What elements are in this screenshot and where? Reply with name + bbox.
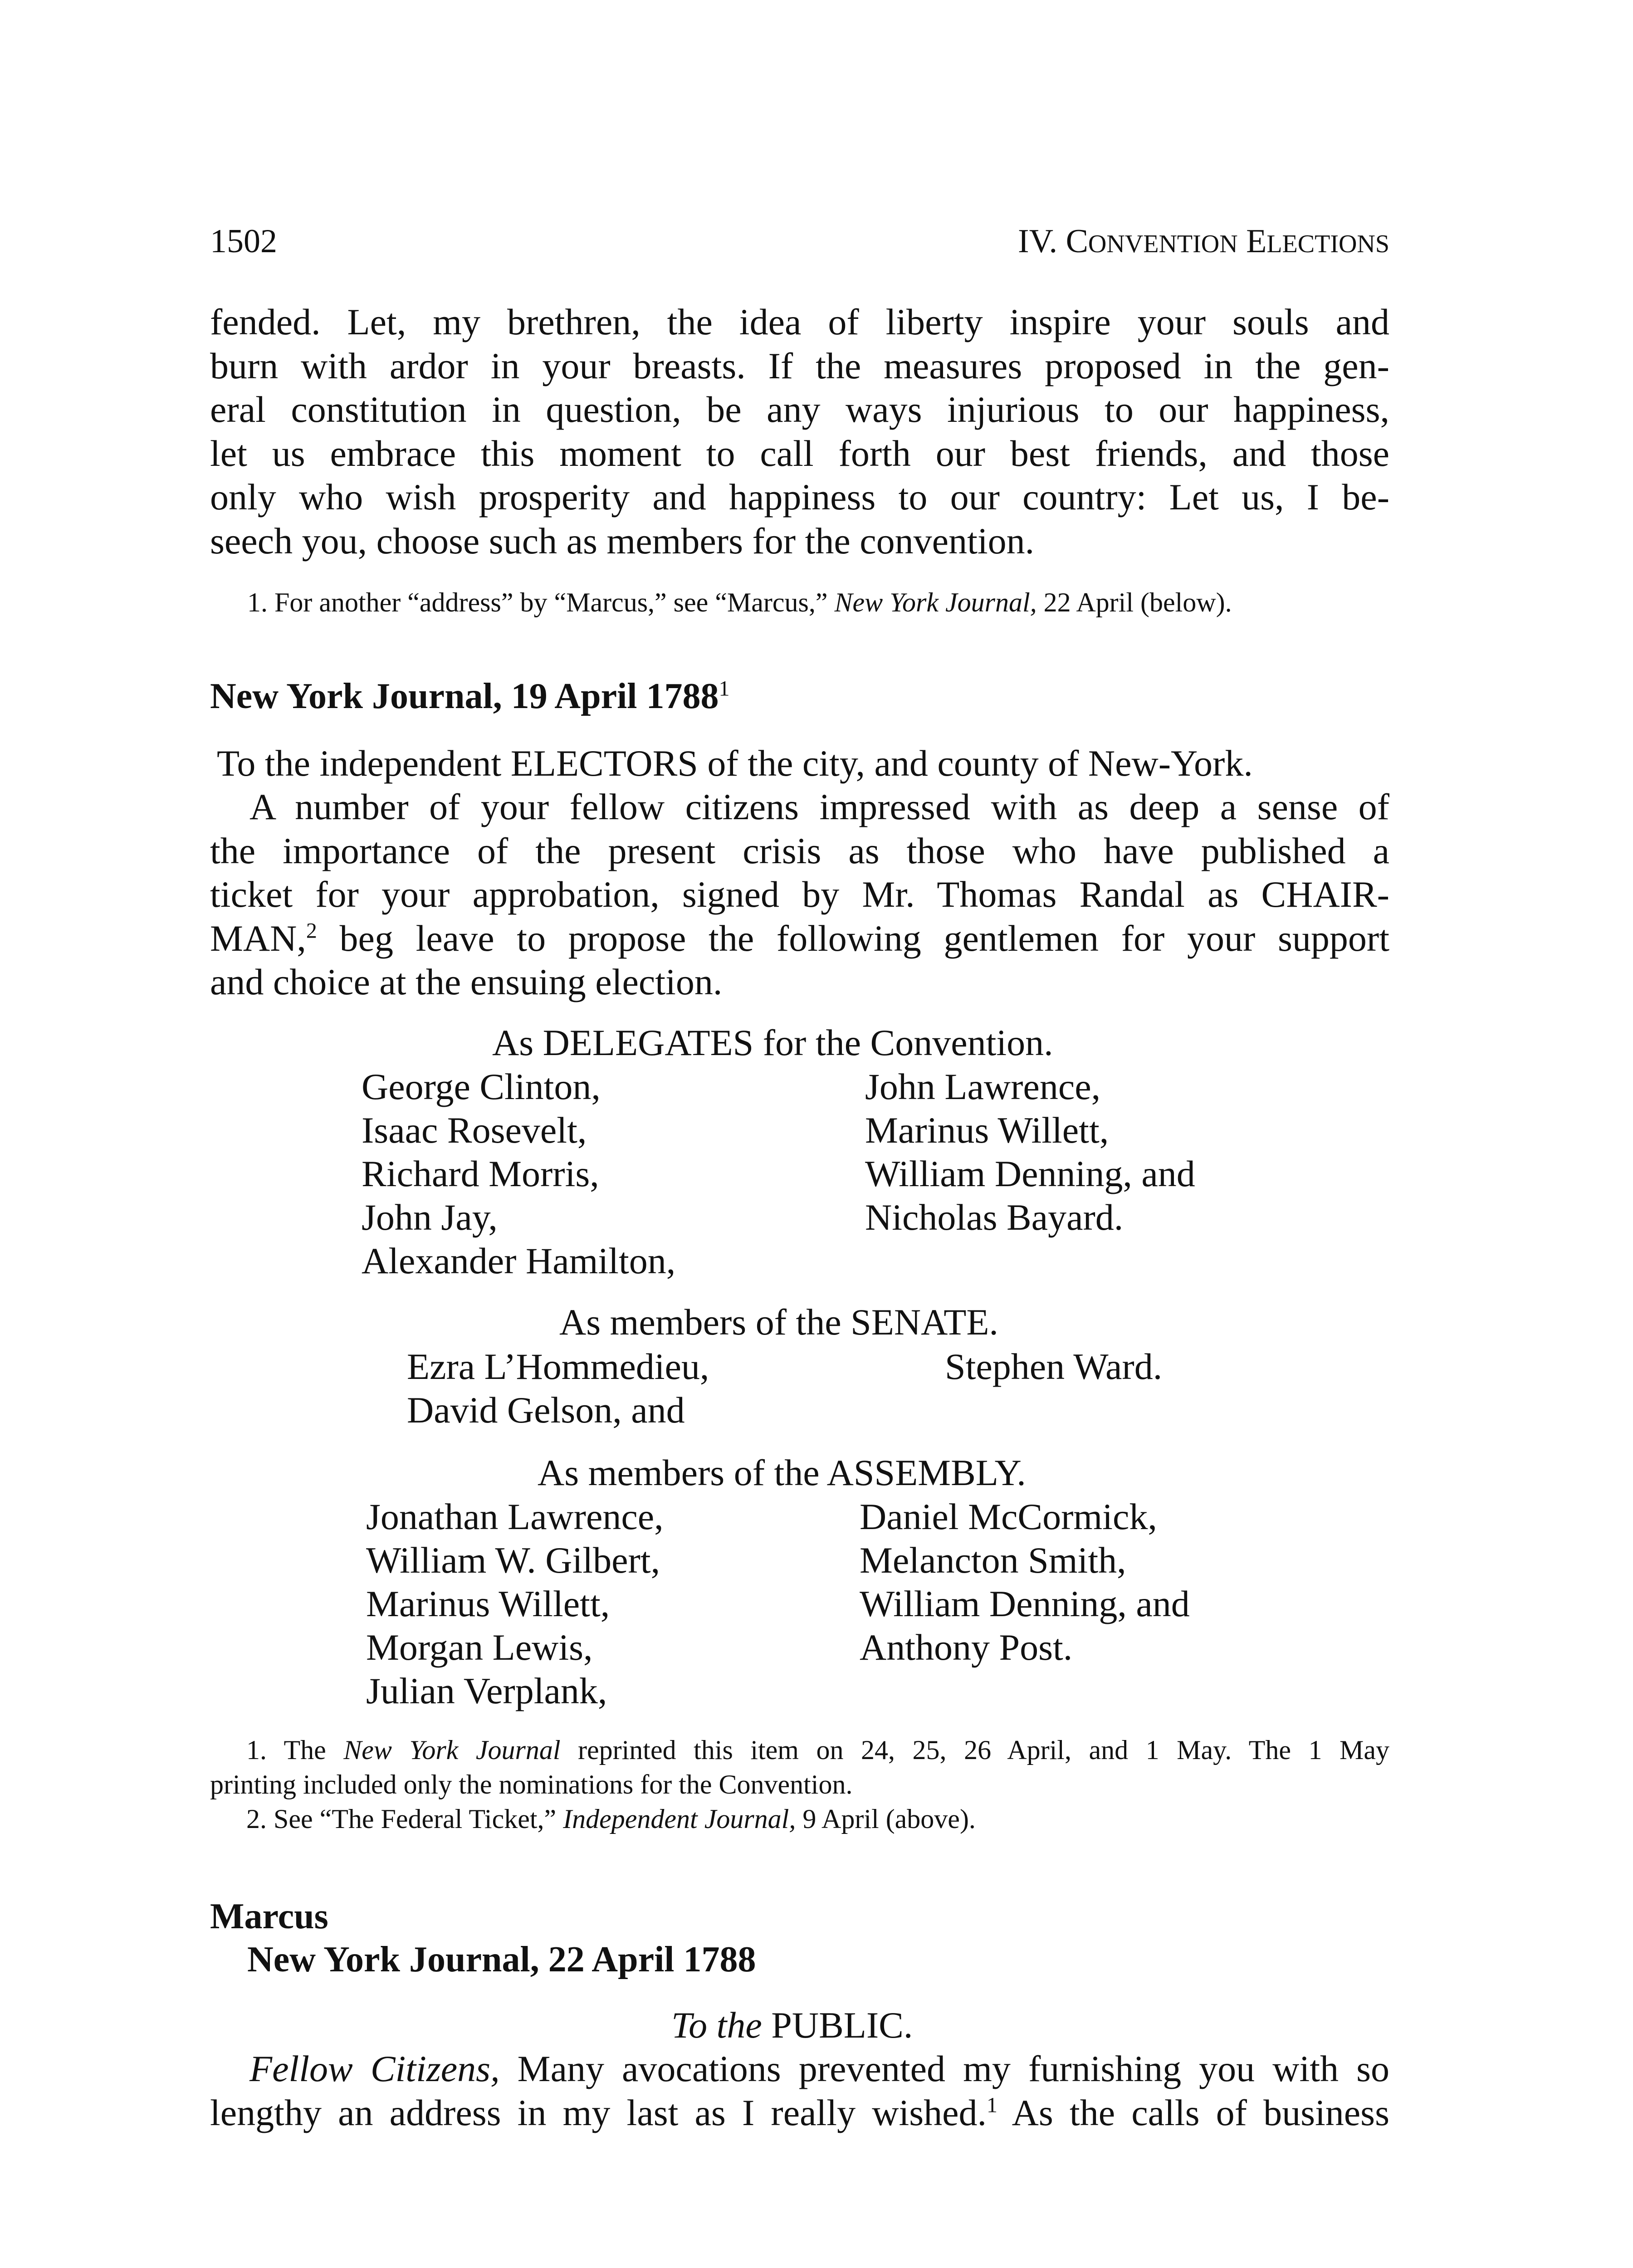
list-item: Stephen Ward. [945,1346,1163,1387]
continuation-paragraph: fended. Let, my brethren, the idea of liberty inspire your souls and burn with ardor in your breasts. If the measures proposed in the gen- eral constitution in question, be any ways injurious to our happiness, let us embrace this moment to call forth our best friends, and those only who wish prosperity and happiness to our country: Let us, I be- seech you, choose such as members for the convention. [210,301,1389,562]
list-item: Julian Verplank, [366,1670,607,1711]
list-item: David Gelson, and [407,1389,685,1431]
senate-right-column [945,1345,1162,1388]
list-item: George Clinton, [362,1066,601,1107]
list-item: Daniel McCormick, [860,1496,1157,1537]
list-item: Isaac Rosevelt, [362,1110,587,1151]
running-head: IV. CONVENTION ELECTIONS [1018,223,1389,260]
list-item: Richard Morris, [362,1153,599,1194]
assembly-heading: As members of the ASSEMBLY. [538,1452,1026,1493]
delegates-left-column [362,1065,675,1283]
running-header [210,222,1389,259]
list-item: Alexander Hamilton, [362,1240,676,1281]
list-item: William Denning, and [865,1153,1195,1194]
address-line: To the independent ELECTORS of the city, and county of New-York. [217,743,1253,784]
footnotes-19-april: 1. The New York Journal reprinted this item on 24, 25, 26 April, and 1 May. The 1 May printing included only the nominations for the Convention. 2. See “The Federal Ticket,” Independent Journal, 9 April (above). [210,1733,1389,1836]
page-number: 1502 [210,223,277,260]
senate-heading: As members of the SENATE. [559,1301,998,1343]
section-heading-22-april: New York Journal, 22 April 1788 [247,1940,756,1980]
list-item: Jonathan Lawrence, [366,1496,664,1537]
nomination-paragraph: A number of your fellow citizens impressed with as deep a sense of the importance of the present crisis as those who have published a ticket for your approbation, signed by Mr. Thomas Randal as CHAIR- MAN,$^2$ beg leave to propose the following gentlemen for your support and choice at the ensuing election. [210,786,1389,1002]
senate-left-column [407,1345,709,1432]
list-item: Nicholas Bayard. [865,1197,1124,1238]
salutation: To the PUBLIC. [671,2004,913,2046]
footnote-1: 1. The New York Journal reprinted this item on 24, 25, 26 April, and 1 May. The 1 May [246,1735,1389,1765]
author-heading: Marcus [210,1897,328,1936]
list-item: William Denning, and [860,1583,1190,1624]
list-item: Anthony Post. [860,1627,1073,1668]
section-heading-19-april: New York Journal, 19 April 1788$^1$ [210,676,730,716]
list-item: Morgan Lewis, [366,1627,593,1668]
list-item: Marinus Willett, [865,1110,1109,1151]
list-item: Marinus Willett, [366,1583,610,1624]
assembly-right-column [860,1495,1190,1669]
delegates-right-column [865,1065,1195,1239]
list-item: William W. Gilbert, [366,1540,660,1581]
assembly-left-column [366,1495,664,1713]
marcus-paragraph: Fellow Citizens, Many avocations prevented my furnishing you with so lengthy an address in my last as I really wished.$^1$ As the calls of business [210,2048,1389,2133]
list-item: Melancton Smith, [860,1540,1126,1581]
footnote-marcus-address: 1. For another “address” by “Marcus,” see “Marcus,” New York Journal, 22 April (below). [247,587,1232,617]
list-item: Ezra L’Hommedieu, [407,1346,709,1387]
delegates-heading: As DELEGATES for the Convention. [492,1022,1053,1063]
list-item: John Jay, [362,1197,498,1238]
list-item: John Lawrence, [865,1066,1101,1107]
footnote-2: 2. See “The Federal Ticket,” Independent Journal, 9 April (above). [246,1804,976,1834]
